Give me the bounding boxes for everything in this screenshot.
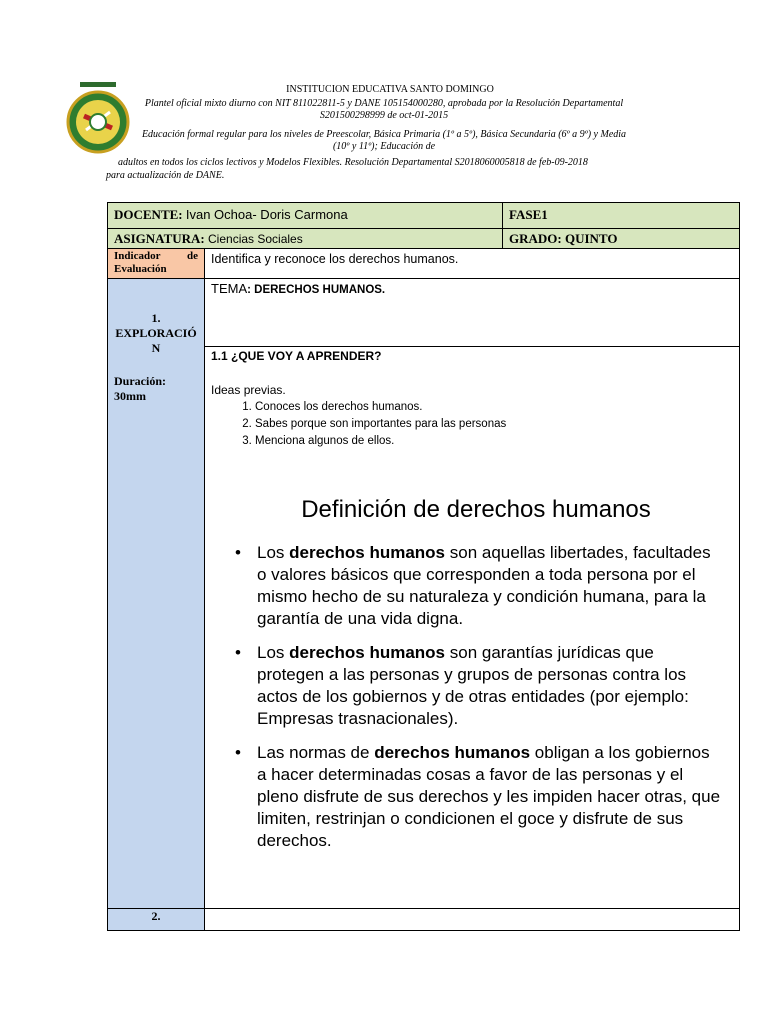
slide-title: Definición de derechos humanos [301,496,651,523]
fase-cell: FASE1 [503,203,740,229]
header-line-4: (10º y 11º); Educación de [332,141,436,152]
indicador-label: Indicador de Evaluación [108,249,205,279]
docente-row [108,203,740,229]
definition-bullets [229,542,723,852]
idea-item: 1. Conoces los derechos humanos. [255,399,733,416]
asignatura-value: Ciencias Sociales [208,232,303,246]
tema-label: TEMA [211,281,248,296]
header-line-5: adultos en todos los ciclos lectivos y Modelos Flexibles. Resolución Departamental S2018060005818 de feb-09-2018 [118,157,588,168]
lesson-table [107,202,740,931]
idea-item: 2. Sabes porque son importantes para las personas [255,416,733,433]
definition-bullet: • Los derechos humanos son garantías jurídicas que protegen a las personas y grupos de personas contra los actos de los gobiernos y de otras entidades (por ejemplo: Empresas trasnacionales). [229,642,723,730]
docente-value: Ivan Ochoa- Doris Carmona [185,207,348,222]
docente-label: DOCENTE: [114,207,183,222]
phase-cell [108,279,205,909]
asignatura-label: ASIGNATURA: [114,231,205,246]
indicador-value: Identifica y reconoce los derechos humanos. [205,249,740,279]
grado-cell: GRADO: QUINTO [503,229,740,249]
asignatura-row [108,229,740,249]
content-cell [205,347,740,909]
next-phase-row [108,909,740,931]
idea-item: 3. Menciona algunos de ellos. [255,433,733,450]
header-line-6: para actualización de DANE. [106,170,225,181]
tema-cell [205,279,740,347]
duracion-value: 30mm [114,389,146,403]
next-phase-content [205,909,740,931]
ideas-title: Ideas previas. [211,383,286,397]
tema-row [108,279,740,347]
header-line-3: Educación formal regular para los niveles de Preescolar, Básica Primaria (1º a 5º), Básica Secundaria (6º a 9º) y Media [141,129,627,140]
next-phase-number: 2. [108,909,205,931]
ideas-list [211,399,733,450]
definition-slide [211,496,733,852]
header-line-2: S201500298999 de oct-01-2015 [319,110,449,121]
section-title: 1.1 ¿QUE VOY A APRENDER? [211,349,382,363]
duracion-label: Duración: [114,374,166,388]
phase-name: EXPLORACIÓN [115,326,197,355]
definition-bullet: • Las normas de derechos humanos obligan a los gobiernos a hacer determinadas cosas a favor de las personas y el pleno disfrute de sus derechos y les impiden hacer otras, que limiten, restrinjan o condicionen el goce y disfrute de sus derechos. [229,742,723,852]
asignatura-cell [108,229,503,249]
tema-value: : DERECHOS HUMANOS. [247,284,386,296]
definition-bullet: • Los derechos humanos son aquellas libertades, facultades o valores básicos que corresponden a toda persona por el mismo hecho de su naturaleza y condición humana, para la garantía de una vida digna. [229,542,723,630]
institution-name: INSTITUCION EDUCATIVA SANTO DOMINGO [286,84,494,95]
phase-number: 1. [151,311,161,325]
docente-cell [108,203,503,229]
header-line-1: Plantel oficial mixto diurno con NIT 811022811-5 y DANE 105154000280, aprobada por la Resolución Departamental [144,98,624,109]
indicador-row [108,249,740,279]
